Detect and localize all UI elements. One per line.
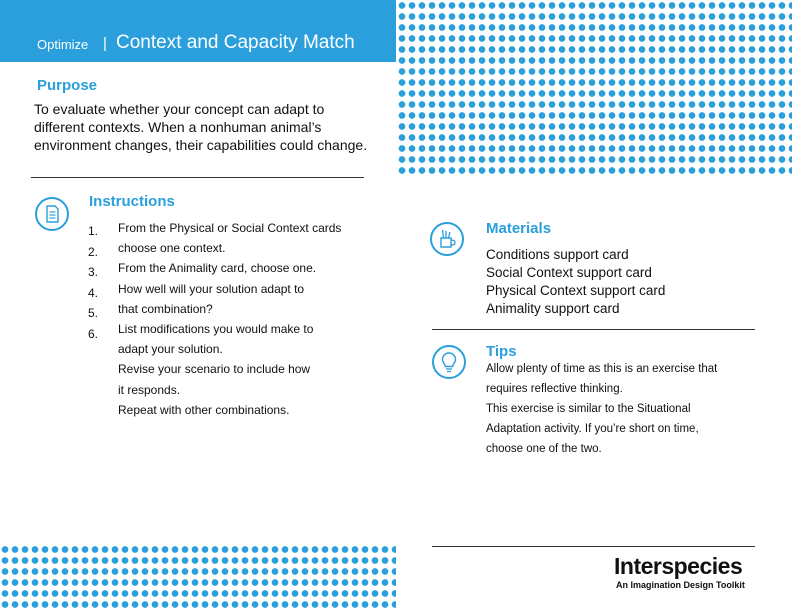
step-line: From the Physical or Social Context cards <box>118 221 342 235</box>
tips-line: This exercise is similar to the Situational <box>486 403 691 415</box>
purpose-line: To evaluate whether your concept can adapt to <box>34 101 325 117</box>
purpose-heading: Purpose <box>37 77 98 94</box>
pencil-cup-icon <box>430 222 464 256</box>
purpose-text <box>34 100 374 154</box>
step-line: From the Animality card, choose one. <box>118 261 317 276</box>
step-number: 6. <box>88 326 99 341</box>
step-list <box>118 218 368 420</box>
lightbulb-icon <box>432 345 466 379</box>
tips-heading: Tips <box>486 343 517 360</box>
tips-line: requires reflective thinking. <box>486 383 623 395</box>
step-number: 3. <box>88 265 99 279</box>
dot-pattern-top <box>397 0 792 178</box>
tips-line: Adaptation activity. If you’re short on time, <box>486 423 699 435</box>
step-number: 4. <box>88 285 99 300</box>
step-number: 2. <box>88 244 99 259</box>
step-line: Revise your scenario to include how <box>118 362 311 377</box>
materials-item: Physical Context support card <box>486 283 666 298</box>
brand-tagline: An Imagination Design Toolkit <box>616 580 745 590</box>
step-line: List modifications you would make to <box>118 321 314 336</box>
materials-heading: Materials <box>486 220 552 237</box>
materials-item: Conditions support card <box>486 247 629 262</box>
tips-line: Allow plenty of time as this is an exercise that <box>486 363 718 375</box>
step-line: Repeat with other combinations. <box>118 402 290 417</box>
step-line: that combination? <box>118 301 213 316</box>
section-label: Optimize <box>37 37 89 52</box>
step-line: choose one context. <box>118 241 226 256</box>
header-bar <box>0 0 396 62</box>
purpose-line: environment changes, their capabilities could change. <box>34 137 368 153</box>
brand-logo: Interspecies <box>614 553 743 579</box>
step-number: 1. <box>88 224 99 238</box>
document-icon <box>35 197 69 231</box>
materials-divider <box>432 329 755 330</box>
purpose-divider <box>31 177 364 178</box>
page-title: Context and Capacity Match <box>116 32 355 53</box>
step-numbers <box>88 221 98 344</box>
dot-pattern-bottom <box>0 544 396 612</box>
step-line: it responds. <box>118 382 181 397</box>
purpose-line: different contexts. When a nonhuman animal’s <box>34 119 322 135</box>
footer-divider <box>432 546 755 547</box>
materials-item: Social Context support card <box>486 265 652 280</box>
step-line: How well will your solution adapt to <box>118 281 305 296</box>
instructions-heading: Instructions <box>89 193 175 210</box>
materials-list <box>486 246 665 318</box>
tips-line: choose one of the two. <box>486 443 602 455</box>
materials-item: Animality support card <box>486 301 620 316</box>
header-separator: | <box>103 35 107 52</box>
step-number: 5. <box>88 306 99 320</box>
step-line: adapt your solution. <box>118 342 223 357</box>
tips-text <box>486 359 746 459</box>
